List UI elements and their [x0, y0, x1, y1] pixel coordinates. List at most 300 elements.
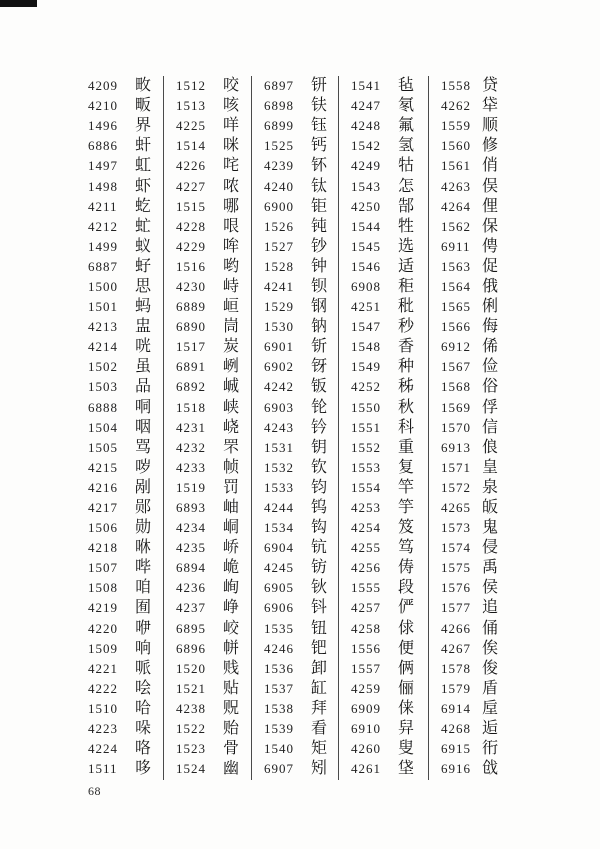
index-entry: [176, 237, 239, 257]
index-entry: [351, 156, 414, 176]
entry-character: 秒: [398, 318, 415, 336]
entry-character: 哝: [223, 177, 240, 195]
entry-character: 咯: [135, 740, 152, 758]
entry-page-ref: 4218: [88, 540, 118, 556]
entry-page-ref: 1570: [441, 419, 471, 435]
index-entry: [264, 538, 327, 558]
index-entry: [441, 679, 498, 699]
entry-character: 怎: [398, 177, 415, 195]
entry-page-ref: 1507: [88, 560, 118, 576]
entry-page-ref: 1525: [264, 138, 294, 154]
entry-page-ref: 1506: [88, 520, 118, 536]
index-entry: [264, 699, 327, 719]
entry-character: 钥: [311, 438, 328, 456]
entry-character: 钠: [311, 318, 328, 336]
entry-page-ref: 1515: [176, 198, 206, 214]
entry-page-ref: 6886: [88, 138, 118, 154]
entry-page-ref: 6909: [351, 700, 381, 716]
index-entry: [176, 377, 239, 397]
entry-character: 咪: [223, 137, 240, 155]
entry-character: 逅: [482, 720, 499, 738]
entry-character: 虼: [135, 197, 152, 215]
entry-page-ref: 1537: [264, 680, 294, 696]
entry-character: 促: [482, 257, 499, 275]
entry-page-ref: 1500: [88, 278, 118, 294]
entry-character: 钪: [311, 539, 328, 557]
entry-character: 钙: [311, 137, 328, 155]
entry-character: 俄: [482, 277, 499, 295]
index-entry: [176, 578, 239, 598]
entry-page-ref: 4268: [441, 721, 471, 737]
entry-character: 哕: [135, 458, 152, 476]
entry-character: 俏: [482, 157, 499, 175]
index-entry: [264, 176, 327, 196]
entry-character: 钭: [311, 599, 328, 617]
entry-character: 顺: [482, 117, 499, 135]
entry-page-ref: 6914: [441, 700, 471, 716]
entry-character: 俦: [398, 559, 415, 577]
index-entry: [176, 197, 239, 217]
index-entry: [264, 558, 327, 578]
entry-page-ref: 4225: [176, 118, 206, 134]
index-entry: [176, 418, 239, 438]
entry-page-ref: 4230: [176, 278, 206, 294]
index-column-1: [88, 76, 151, 780]
entry-page-ref: 4255: [351, 540, 381, 556]
entry-page-ref: 4257: [351, 600, 381, 616]
entry-page-ref: 4222: [88, 680, 118, 696]
entry-character: 牲: [398, 217, 415, 235]
index-entry: [264, 237, 327, 257]
entry-character: 峗: [223, 559, 240, 577]
entry-character: 峤: [223, 539, 240, 557]
entry-character: 峧: [223, 619, 240, 637]
index-entry: [88, 277, 151, 297]
entry-page-ref: 1498: [88, 178, 118, 194]
index-entry: [176, 297, 239, 317]
index-entry: [176, 398, 239, 418]
entry-character: 矩: [311, 740, 328, 758]
entry-page-ref: 4211: [88, 198, 118, 214]
entry-character: 毡: [398, 77, 415, 95]
entry-character: 峣: [223, 418, 240, 436]
entry-page-ref: 4261: [351, 761, 381, 777]
entry-character: 便: [398, 639, 415, 657]
entry-character: 俐: [482, 298, 499, 316]
entry-character: 盾: [482, 679, 499, 697]
entry-character: 帡: [223, 639, 240, 657]
entry-character: 思: [135, 277, 152, 295]
index-entry: [441, 217, 498, 237]
entry-character: 蚁: [135, 237, 152, 255]
entry-character: 虽: [135, 358, 152, 376]
entry-page-ref: 1578: [441, 660, 471, 676]
entry-page-ref: 1558: [441, 78, 471, 94]
entry-page-ref: 1566: [441, 319, 471, 335]
index-entry: [441, 759, 498, 779]
entry-character: 峒: [223, 519, 240, 537]
index-entry: [88, 116, 151, 136]
entry-page-ref: 1541: [351, 78, 381, 94]
index-entry: [441, 458, 498, 478]
entry-character: 畈: [135, 97, 152, 115]
entry-character: 俑: [482, 619, 499, 637]
entry-character: 竽: [398, 499, 415, 517]
entry-page-ref: 4241: [264, 278, 294, 294]
index-entry: [88, 297, 151, 317]
index-entry: [176, 498, 239, 518]
entry-character: 钞: [311, 237, 328, 255]
index-entry: [441, 156, 498, 176]
entry-character: 侵: [482, 539, 499, 557]
entry-page-ref: 4253: [351, 500, 381, 516]
entry-page-ref: 1527: [264, 238, 294, 254]
entry-page-ref: 4236: [176, 580, 206, 596]
entry-character: 俘: [482, 398, 499, 416]
index-entry: [351, 197, 414, 217]
entry-page-ref: 6916: [441, 761, 471, 777]
entry-character: 笃: [398, 539, 415, 557]
entry-character: 皈: [482, 499, 499, 517]
entry-character: 钜: [311, 197, 328, 215]
entry-page-ref: 4212: [88, 218, 118, 234]
entry-page-ref: 1544: [351, 218, 381, 234]
index-entry: [441, 538, 498, 558]
index-entry: [351, 398, 414, 418]
entry-page-ref: 6911: [441, 238, 471, 254]
entry-character: 虾: [135, 177, 152, 195]
index-entry: [264, 76, 327, 96]
entry-character: 帧: [223, 458, 240, 476]
index-entry: [88, 659, 151, 679]
index-entry: [264, 619, 327, 639]
index-entry: [176, 438, 239, 458]
index-entry: [176, 759, 239, 779]
entry-character: 盅: [135, 318, 152, 336]
index-entry: [441, 337, 498, 357]
entry-page-ref: 1504: [88, 419, 118, 435]
index-entry: [176, 116, 239, 136]
entry-character: 氟: [398, 117, 415, 135]
entry-character: 畋: [135, 77, 152, 95]
entry-character: 响: [135, 639, 152, 657]
index-entry: [351, 659, 414, 679]
entry-page-ref: 1575: [441, 560, 471, 576]
entry-character: 钤: [311, 418, 328, 436]
entry-page-ref: 6887: [88, 258, 118, 274]
index-entry: [88, 558, 151, 578]
entry-character: 钟: [311, 257, 328, 275]
entry-character: 重: [398, 438, 415, 456]
index-column-2: [176, 76, 239, 780]
entry-character: 骂: [135, 438, 152, 456]
entry-page-ref: 1540: [264, 741, 294, 757]
entry-character: 贻: [223, 720, 240, 738]
entry-page-ref: 4266: [441, 620, 471, 636]
index-entry: [88, 237, 151, 257]
entry-page-ref: 4237: [176, 600, 206, 616]
entry-character: 牯: [398, 157, 415, 175]
entry-character: 贷: [482, 77, 499, 95]
entry-page-ref: 4265: [441, 500, 471, 516]
entry-page-ref: 1547: [351, 319, 381, 335]
entry-page-ref: 4232: [176, 439, 206, 455]
entry-page-ref: 6898: [264, 98, 294, 114]
entry-character: 钦: [311, 458, 328, 476]
entry-page-ref: 4246: [264, 640, 294, 656]
index-entry: [176, 659, 239, 679]
entry-character: 俟: [482, 639, 499, 657]
entry-character: 哈: [135, 699, 152, 717]
entry-character: 俪: [398, 679, 415, 697]
index-entry: [88, 719, 151, 739]
entry-character: 哚: [135, 720, 152, 738]
entry-character: 峋: [223, 579, 240, 597]
index-entry: [264, 136, 327, 156]
index-column-4: [351, 76, 414, 780]
entry-page-ref: 1538: [264, 700, 294, 716]
entry-page-ref: 6912: [441, 339, 471, 355]
index-entry: [351, 699, 414, 719]
entry-page-ref: 1501: [88, 299, 118, 315]
entry-character: 皇: [482, 458, 499, 476]
entry-character: 咤: [223, 157, 240, 175]
index-entry: [441, 598, 498, 618]
entry-character: 秋: [398, 398, 415, 416]
index-entry: [88, 76, 151, 96]
entry-page-ref: 6907: [264, 761, 294, 777]
entry-character: 虻: [135, 217, 152, 235]
entry-page-ref: 1519: [176, 479, 206, 495]
index-entry: [88, 739, 151, 759]
entry-character: 侮: [482, 318, 499, 336]
entry-character: 哌: [135, 659, 152, 677]
index-entry: [176, 719, 239, 739]
entry-page-ref: 1554: [351, 479, 381, 495]
entry-page-ref: 1572: [441, 479, 471, 495]
index-entry: [351, 297, 414, 317]
entry-page-ref: 1516: [176, 258, 206, 274]
index-entry: [176, 619, 239, 639]
index-entry: [264, 518, 327, 538]
entry-page-ref: 4239: [264, 158, 294, 174]
entry-character: 咳: [223, 97, 240, 115]
index-entry: [351, 237, 414, 257]
entry-character: 𬬱: [311, 338, 328, 356]
index-entry: [351, 639, 414, 659]
index-entry: [88, 679, 151, 699]
page-number: 68: [88, 784, 101, 798]
entry-page-ref: 4260: [351, 741, 381, 757]
entry-page-ref: 4238: [176, 700, 206, 716]
index-entry: [264, 578, 327, 598]
index-entry: [264, 297, 327, 317]
entry-character: 䥺: [311, 358, 328, 376]
entry-page-ref: 1569: [441, 399, 471, 415]
entry-character: 钝: [311, 217, 328, 235]
entry-character: 叟: [398, 740, 415, 758]
entry-page-ref: 1502: [88, 359, 118, 375]
entry-page-ref: 1559: [441, 118, 471, 134]
index-entry: [441, 639, 498, 659]
entry-page-ref: 1532: [264, 459, 294, 475]
entry-page-ref: 4244: [264, 500, 294, 516]
entry-page-ref: 6896: [176, 640, 206, 656]
entry-character: 卸: [311, 659, 328, 677]
index-entry: [88, 538, 151, 558]
index-entry: [176, 458, 239, 478]
index-entry: [88, 639, 151, 659]
entry-page-ref: 6889: [176, 299, 206, 315]
index-entry: [176, 598, 239, 618]
entry-page-ref: 4242: [264, 379, 294, 395]
index-entry: [88, 257, 151, 277]
entry-character: 罚: [223, 478, 240, 496]
entry-character: 适: [398, 257, 415, 275]
entry-page-ref: 6891: [176, 359, 206, 375]
index-entry: [264, 639, 327, 659]
entry-character: 俅: [398, 619, 415, 637]
entry-character: 修: [482, 137, 499, 155]
index-entry: [88, 438, 151, 458]
entry-character: 保: [482, 217, 499, 235]
entry-character: 峢: [223, 358, 240, 376]
entry-character: 氡: [398, 97, 415, 115]
index-entry: [264, 398, 327, 418]
entry-page-ref: 1517: [176, 339, 206, 355]
index-entry: [264, 197, 327, 217]
entry-page-ref: 4267: [441, 640, 471, 656]
entry-character: 钡: [311, 277, 328, 295]
index-entry: [88, 317, 151, 337]
entry-page-ref: 6888: [88, 399, 118, 415]
index-entry: [176, 478, 239, 498]
entry-character: 咿: [135, 619, 152, 637]
entry-character: 虹: [135, 157, 152, 175]
entry-page-ref: 1499: [88, 238, 118, 254]
entry-page-ref: 4216: [88, 479, 118, 495]
entry-page-ref: 4235: [176, 540, 206, 556]
entry-character: 秬: [398, 277, 415, 295]
entry-page-ref: 1549: [351, 359, 381, 375]
index-entry: [176, 176, 239, 196]
index-entry: [88, 418, 151, 438]
entry-page-ref: 6908: [351, 278, 381, 294]
entry-page-ref: 1503: [88, 379, 118, 395]
entry-page-ref: 1521: [176, 680, 206, 696]
index-entry: [441, 116, 498, 136]
entry-page-ref: 1522: [176, 721, 206, 737]
index-entry: [88, 619, 151, 639]
index-entry: [176, 639, 239, 659]
index-entry: [441, 739, 498, 759]
index-entry: [264, 659, 327, 679]
index-entry: [264, 498, 327, 518]
entry-page-ref: 1552: [351, 439, 381, 455]
entry-character: 复: [398, 458, 415, 476]
entry-character: 贱: [223, 659, 240, 677]
index-entry: [351, 518, 414, 538]
entry-character: 俚: [482, 197, 499, 215]
entry-character: 咩: [223, 117, 240, 135]
entry-character: 𫓧: [311, 97, 328, 115]
entry-page-ref: 1567: [441, 359, 471, 375]
entry-page-ref: 4226: [176, 158, 206, 174]
index-entry: [351, 598, 414, 618]
entry-page-ref: 1562: [441, 218, 471, 234]
entry-page-ref: 6905: [264, 580, 294, 596]
entry-page-ref: 1553: [351, 459, 381, 475]
entry-page-ref: 6899: [264, 118, 294, 134]
entry-character: 科: [398, 418, 415, 436]
index-entry: [176, 136, 239, 156]
entry-page-ref: 1574: [441, 540, 471, 556]
column-rule-1: [163, 76, 164, 780]
index-entry: [441, 136, 498, 156]
entry-page-ref: 4227: [176, 178, 206, 194]
index-entry: [351, 458, 414, 478]
index-entry: [88, 498, 151, 518]
index-entry: [88, 176, 151, 196]
entry-character: 炭: [223, 338, 240, 356]
entry-page-ref: 1556: [351, 640, 381, 656]
entry-page-ref: 1568: [441, 379, 471, 395]
index-entry: [441, 498, 498, 518]
entry-page-ref: 4229: [176, 238, 206, 254]
index-entry: [351, 478, 414, 498]
index-entry: [88, 136, 151, 156]
entry-page-ref: 4243: [264, 419, 294, 435]
index-entry: [441, 96, 498, 116]
entry-page-ref: 1529: [264, 299, 294, 315]
entry-page-ref: 1523: [176, 741, 206, 757]
entry-page-ref: 4219: [88, 600, 118, 616]
entry-character: 钛: [311, 177, 328, 195]
entry-character: 俫: [398, 699, 415, 717]
entry-character: 哏: [223, 217, 240, 235]
entry-page-ref: 6893: [176, 500, 206, 516]
index-entry: [176, 277, 239, 297]
entry-page-ref: 1579: [441, 680, 471, 696]
entry-character: 峡: [223, 398, 240, 416]
entry-character: 俜: [482, 237, 499, 255]
entry-character: 俨: [398, 599, 415, 617]
index-entry: [441, 377, 498, 397]
entry-character: 钘: [311, 77, 328, 95]
entry-character: 岫: [223, 499, 240, 517]
entry-character: 禹: [482, 559, 499, 577]
index-entry: [264, 438, 327, 458]
entry-character: 牮: [482, 97, 499, 115]
index-entry: [351, 719, 414, 739]
entry-character: 种: [398, 358, 415, 376]
entry-page-ref: 1513: [176, 98, 206, 114]
entry-character: 俩: [398, 659, 415, 677]
entry-page-ref: 1524: [176, 761, 206, 777]
index-entry: [441, 578, 498, 598]
index-entry: [264, 96, 327, 116]
entry-page-ref: 4252: [351, 379, 381, 395]
entry-character: 垡: [398, 760, 415, 778]
entry-page-ref: 4249: [351, 158, 381, 174]
entry-character: 秕: [398, 298, 415, 316]
index-entry: [88, 699, 151, 719]
entry-page-ref: 1534: [264, 520, 294, 536]
index-entry: [351, 176, 414, 196]
entry-page-ref: 4228: [176, 218, 206, 234]
index-entry: [441, 398, 498, 418]
entry-page-ref: 4223: [88, 721, 118, 737]
